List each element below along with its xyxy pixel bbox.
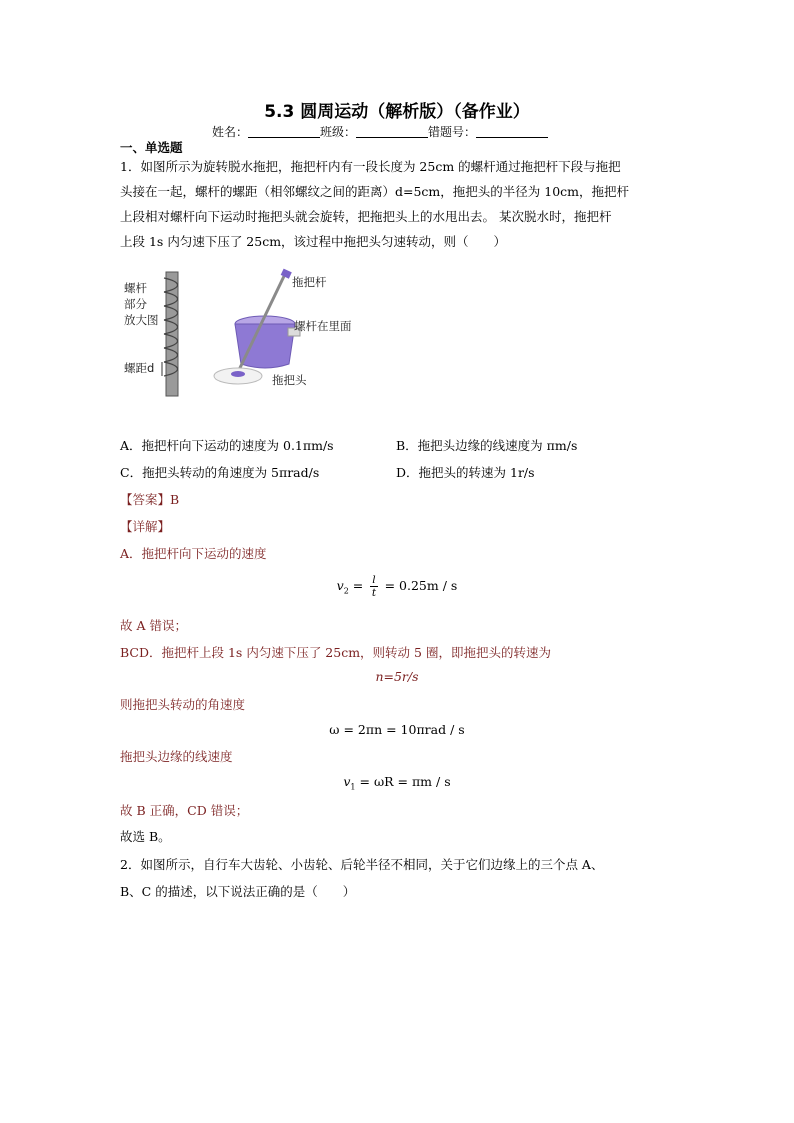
solution-step-3: BCD．拖把杆上段 1s 内匀速下压了 25cm，则转动 5 圈，即拖把头的转速为 — [120, 645, 551, 660]
q1-line4: 上段 1s 内匀速下压了 25cm，该过程中拖把头匀速转动，则（ ） — [120, 234, 507, 249]
q2-line1: 2．如图所示，自行车大齿轮、小齿轮、后轮半径不相同，关于它们边缘上的三个点 A、 — [120, 857, 604, 872]
option-b: B．拖把头边缘的线速度为 πm/s — [396, 438, 578, 453]
solution-step-5: 拖把头边缘的线速度 — [120, 749, 233, 764]
solution-step-6: 故 B 正确，CD 错误； — [120, 803, 249, 818]
class-label: 班级： — [320, 125, 357, 139]
option-a: A．拖把杆向下运动的速度为 0.1πm/s — [120, 438, 334, 453]
mop-illustration — [120, 268, 380, 403]
head-label: 拖把头 — [272, 373, 307, 387]
mop-figure — [120, 268, 380, 403]
screw-label-1: 螺杆 — [124, 281, 147, 295]
detail-title: 【详解】 — [120, 519, 171, 534]
eq4-lhs: v — [343, 774, 351, 789]
name-field — [212, 123, 548, 140]
solution-step-4: 则拖把头转动的角速度 — [120, 697, 246, 712]
rod-label: 拖把杆 — [292, 275, 327, 289]
equation-1: $v_2$ = $\frac{l}{t}$ = 0.25m / s — [336, 574, 458, 599]
screw-inside-label: 螺杆在里面 — [294, 319, 352, 333]
section-heading: 一、单选题 — [120, 140, 183, 155]
eq1-fraction — [370, 574, 377, 599]
eq1-rhs: = 0.25m / s — [384, 578, 458, 593]
eq1-lhs: v — [336, 578, 344, 593]
solution-step-2: 故 A 错误； — [120, 618, 187, 633]
q1-line3: 上段相对螺杆向下运动时拖把头就会旋转，把拖把头上的水甩出去。 某次脱水时，拖把杆 — [120, 209, 612, 224]
solution-step-1: A．拖把杆向下运动的速度 — [120, 546, 267, 561]
solution-step-7: 故选 B。 — [120, 829, 171, 844]
option-d: D．拖把头的转速为 1r/s — [396, 465, 535, 480]
q1-line1: 1．如图所示为旋转脱水拖把，拖把杆内有一段长度为 25cm 的螺杆通过拖把杆下段与拖把 — [120, 159, 621, 174]
class-blank — [356, 126, 428, 138]
equation-3: ω = 2πn = 10πrad / s — [329, 722, 465, 737]
screw-label-2: 部分 — [124, 297, 147, 311]
pitch-label: 螺距d — [124, 361, 155, 375]
eq1-sub: 2 — [343, 586, 349, 596]
name-blank — [248, 126, 320, 138]
equation-2: n=5r/s — [375, 669, 419, 684]
q1-line2: 头接在一起，螺杆的螺距（相邻螺纹之间的距离）d=5cm，拖把头的半径为 10cm，拖把杆 — [120, 184, 630, 199]
screw-label-3: 放大图 — [124, 313, 159, 327]
wrong-label: 错题号： — [428, 125, 477, 139]
eq1-num: l — [372, 574, 376, 586]
option-c: C．拖把头转动的角速度为 5πrad/s — [120, 465, 320, 480]
equation-4 — [0, 774, 794, 792]
q2-line2: B、C 的描述，以下说法正确的是（ ） — [120, 884, 356, 899]
eq4-rhs: = ωR = πm / s — [359, 774, 451, 789]
page-title: 5.3 圆周运动（解析版）（备作业） — [264, 102, 530, 122]
eq4-sub: 1 — [350, 782, 356, 792]
name-label: 姓名： — [212, 125, 249, 139]
answer: 【答案】B — [120, 492, 180, 507]
eq1-den: t — [371, 587, 377, 599]
wrong-blank — [476, 126, 548, 138]
mop-head-center — [231, 371, 245, 377]
